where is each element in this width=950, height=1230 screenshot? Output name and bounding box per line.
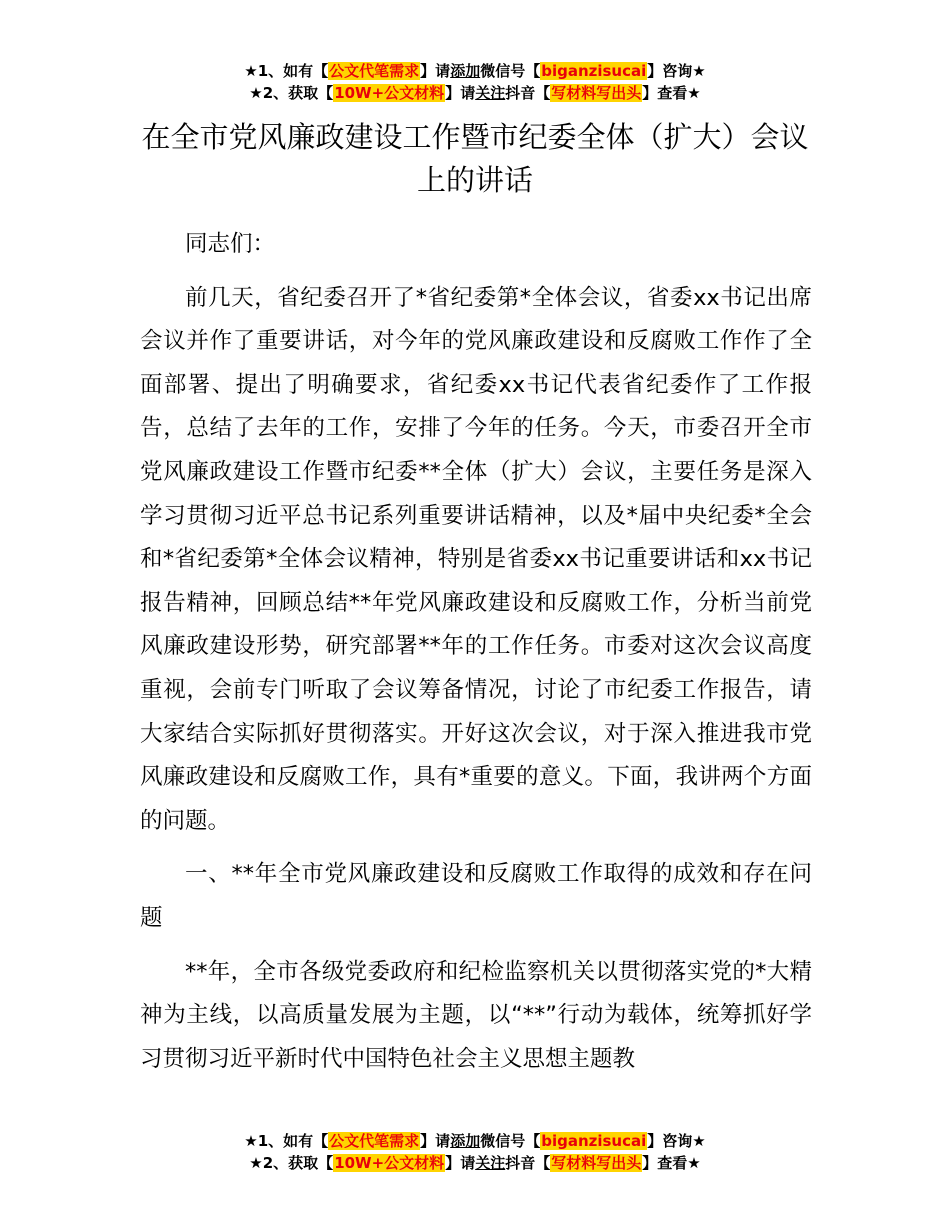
header-banner <box>0 60 950 104</box>
banner-highlight: 公文代笔需求 <box>329 1132 420 1150</box>
banner-text: 抖音【 <box>505 84 551 102</box>
banner-text: 】咨询★ <box>647 1132 706 1150</box>
banner-highlight: 10W+公文材料 <box>334 84 445 102</box>
banner-text: 】咨询★ <box>647 62 706 80</box>
body-paragraph: **年，全市各级党委政府和纪检监察机关以贯彻落实党的*大精神为主线，以高质量发展为主题，以“**”行动为载体，统筹抓好学习贯彻习近平新时代中国特色社会主义思想主题教 <box>140 958 812 1072</box>
banner-highlight: biganzisucai <box>541 1132 647 1150</box>
banner-underline: 关注 <box>475 1154 506 1172</box>
banner-highlight: biganzisucai <box>541 62 647 80</box>
banner-text: ★2、获取【 <box>249 84 334 102</box>
banner-text: ★1、如有【 <box>244 1132 329 1150</box>
banner-line-1 <box>0 1130 950 1152</box>
banner-text: 】请 <box>445 84 476 102</box>
document-title: 在全市党风廉政建设工作暨市纪委全体（扩大）会议上的讲话 <box>141 120 809 197</box>
body-paragraph: 前几天，省纪委召开了*省纪委第*全体会议，省委xx书记出席会议并作了重要讲话，对今年的党风廉政建设和反腐败工作作了全面部署、提出了明确要求，省纪委xx书记代表省纪委作了工作报告，总结了去年的工作，安排了今年的任务。今天，市委召开全市党风廉政建设工作暨市纪委**全体（扩大）会议，主要任务是深入学习贯彻习近平总书记系列重要讲话精神，以及*届中央纪委*全会和*省纪委第*全体会议精神，特别是省委xx书记重要讲话和xx书记报告精神，回顾总结**年党风廉政建设和反腐败工作，分析当前党风廉政建设形势，研究部署**年的工作任务。市委对这次会议高度重视，会前专门听取了会议筹备情况，讨论了市纪委工作报告，请大家结合实际抓好贯彻落实。开好这次会议，对于深入推进我市党风廉政建设和反腐败工作，具有*重要的意义。下面，我讲两个方面的问题。 <box>140 284 812 834</box>
banner-line-2 <box>0 82 950 104</box>
banner-highlight: 写材料写出头 <box>551 1154 642 1172</box>
salutation: 同志们： <box>185 231 276 257</box>
banner-text: 】查看★ <box>642 1154 701 1172</box>
banner-underline: 添加 <box>450 62 481 80</box>
banner-text: ★1、如有【 <box>244 62 329 80</box>
document-body <box>140 223 812 1081</box>
banner-text: 】请 <box>420 62 451 80</box>
banner-line-1 <box>0 60 950 82</box>
banner-underline: 添加 <box>450 1132 481 1150</box>
banner-text: 】请 <box>445 1154 476 1172</box>
banner-line-2 <box>0 1152 950 1174</box>
banner-text: ★2、获取【 <box>249 1154 334 1172</box>
banner-text: 微信号【 <box>480 62 541 80</box>
footer-banner <box>0 1130 950 1174</box>
banner-text: 】查看★ <box>642 84 701 102</box>
banner-underline: 关注 <box>475 84 506 102</box>
banner-text: 抖音【 <box>505 1154 551 1172</box>
banner-highlight: 写材料写出头 <box>551 84 642 102</box>
banner-text: 】请 <box>420 1132 451 1150</box>
banner-text: 微信号【 <box>480 1132 541 1150</box>
section-heading: 一、**年全市党风廉政建设和反腐败工作取得的成效和存在问题 <box>140 861 812 931</box>
banner-highlight: 10W+公文材料 <box>334 1154 445 1172</box>
banner-highlight: 公文代笔需求 <box>329 62 420 80</box>
